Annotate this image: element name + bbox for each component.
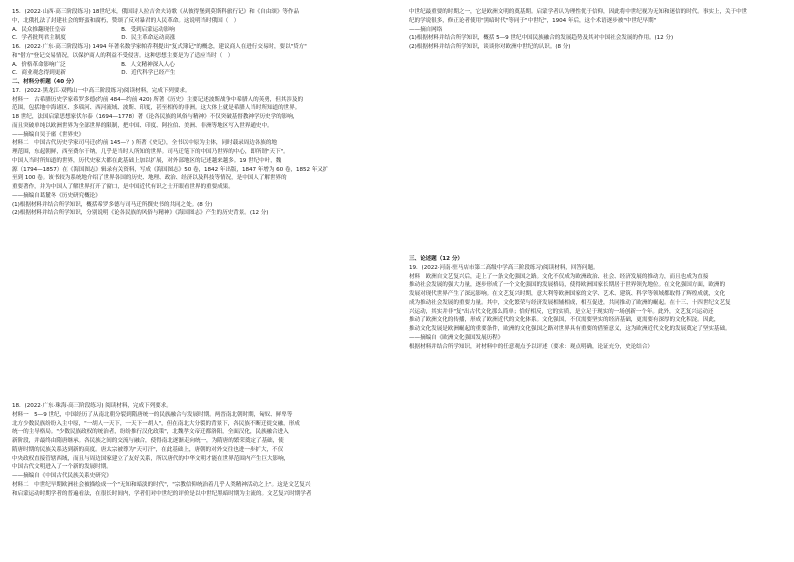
text-line: 新阶段，并最终由隋唐继承。各民族之间的交流与融合，使得南北逐渐走向统一，为隋唐的繁荣奠定了基础，使 <box>12 438 284 444</box>
text-line: 而且突破单纯以欧洲世界为全部世界的限制，把中国、印度、阿拉伯、美洲、非洲等地区写入世界通史中。 <box>12 122 273 129</box>
text-line: 至到 100 卷。该书较为系统地介绍了世界各国的历史、地理、政治、经济以及科技等情况，是中国人了解世界的 <box>12 175 287 182</box>
text-line: 北方少数民族纷纷入主中原，"一胡人一天下，一天下一胡人"，但在南北大分裂的背景下，各民族不断迁徙交融，形成 <box>12 420 300 427</box>
text-line: 推动文化发展是欧洲崛起的重要条件，欧洲的文化强国之路对世界具有重要的借鉴意义，这为欧洲近代文化的发展奠定了坚实基础。 <box>409 326 731 332</box>
text-line: 隋唐时期的民族关系达到新的高度。唐太宗被尊为"天可汗"，在此基础上，唐朝的对外交往也进一步扩大，不仅 <box>12 446 284 453</box>
text-line: 统一的主导格局。"少数民族政权的统治者，纷纷推行汉化政策"，北魏孝文帝迁都洛阳，全面汉化，民族融合进入 <box>12 429 289 436</box>
text-line: 16．(2022·广东·高三阶段练习) 1494 年著名数学家帕乔利提出"复式簿记"的概念，建议商人在进行交易时，要以"贷方" <box>12 44 307 50</box>
text-line: 推动了欧洲文化的传播，形成了欧洲近代的文化体系。文化强国，不仅需要坚实的经济基础，更需要有深厚的文化积淀。因此， <box>409 317 720 324</box>
text-line: 材料一 5—9 世纪，中国经历了从南北朝分裂到隋唐统一的民族融合与发展时期。两晋南北朝时期，匈奴、鲜卑等 <box>12 411 293 418</box>
source-line: ——摘编自《中国古代民族关系史研究》 <box>12 473 112 479</box>
sub-question: (1)根据材料并结合所学知识，概括 5—9 世纪中国民族融合的发展趋势及其对中国社会发展的作用。(12 分) <box>409 35 674 42</box>
text-line: 纪的学说很多，修正论者使用"黑暗时代"等同于"中世纪"，1904 年后，这个术语逐步被"中世纪早期" <box>409 17 657 24</box>
option-line: C．学者批判君主制度 D．民主革命运动高涨 <box>12 35 176 42</box>
text-line: 18 世纪，法国启蒙思想家伏尔泰（1694—1778）著《论各民族的风俗与精神》不仅突破基督教神学历史学的影响， <box>12 114 299 120</box>
section-heading <box>409 255 782 264</box>
text-line: 中国古代文明进入了一个新的发展时期。 <box>12 464 112 471</box>
option-line: C．商业观念得到更新 D．近代科学已经产生 <box>12 70 176 77</box>
sub-question: (1)根据材料并结合所学知识，概括希罗多德与司马迁所撰史书的共同之处。(8 分) <box>12 201 213 208</box>
question-stem: 19．(2022·河南·驻马店市第二高级中学高三阶段练习)阅读材料，回答问题。 <box>409 264 599 271</box>
left-page-top-text <box>12 8 385 218</box>
question-stem: 17．(2022·黑龙江·双鸭山一中高三阶段练习)阅读材料，完成下列要求。 <box>12 87 191 94</box>
text-line: 源（1794—1857）在《海国图志》辑录有关资料，写成《海国图志》50 卷，1842 年出版，1847 年增为 60 卷，1852 年又扩 <box>12 166 329 173</box>
question-19-block <box>409 255 782 351</box>
text-line: 中央政权直接管辖西域，而且与周边国家建立了友好关系，所以唐代的中华文明才能在世界范围内产生巨大影响， <box>12 455 290 462</box>
text-line: 材料一 古希腊历史学家希罗多德(约前 484—约前 420) 所著《历史》主要记述波斯战争中希腊人的英勇，但其涉及的 <box>12 96 304 103</box>
source-line: ——摘自网络 <box>409 26 443 33</box>
section-heading-text: 二、材料分析题（40 分） <box>12 79 78 85</box>
right-page <box>397 0 794 562</box>
section-heading <box>12 78 385 87</box>
text-line: 兴运动，其实并非"复"出古代文化那么简单；恰好相反，它的实质，是立足于现实的一场创新一个年。此外，文艺复兴运动还 <box>409 308 714 315</box>
text-line: 发展对现代世界产生了深远影响。在文艺复兴时期，意大利等欧洲国家的文学、艺术、建筑、科学等领域都取得了辉煌成就，文化 <box>409 291 725 297</box>
option-line: A．价格革命影响广泛 B．人文精神深入人心 <box>12 61 175 68</box>
text-line: 材料二 中国古代历史学家司马迁(约前 145—？) 所著《史记》，全书以中原为主体，同时载录周边各族的地 <box>12 140 277 147</box>
text-line: 材料二 中世纪早期欧洲社会被描绘成一个"无知和暗淡的时代"，"宗教信仰统治着几乎人类精神活动之上"。这是文艺复兴 <box>12 481 311 488</box>
option-line: A．民众推翻现任皇帝 B．受到启蒙运动影响 <box>12 26 175 33</box>
text-line: 中世纪最重要的时期之一，它是欧洲文明的奠基期。启蒙学者认为理性优于信仰，因此将中世纪视为无知和迷信的时代。事实上，关于中世 <box>409 9 748 15</box>
question-18-block <box>12 402 385 498</box>
text-line: 和"借方"登记交易情况，以保护商人的利益不受侵害。这种思想主要是为了适应当时（ ） <box>12 52 234 59</box>
text-line: 范围，包括地中海诸区、多瑙河、西河流域、波斯、印度，甚至相传的非洲。这大体上就是希腊人当时所知道的世界。 <box>12 105 301 112</box>
source-line: ——摘编自葛麓冬《历史研究概论》 <box>12 192 101 199</box>
section-heading-text: 三、论述题（12 分） <box>409 256 463 262</box>
text-line: 推动社会发展的强大力量，逐步形成了一个文化强国的发展格局，使得欧洲国家长期居于世界领先地位。在文化强国方面，欧洲的 <box>409 282 725 289</box>
sub-question: (2)根据材料并结合所学知识，谈谈你对欧洲中世纪的认识。(8 分) <box>409 44 571 50</box>
text-line: 15．(2022·山西·高三阶段练习) 18世纪末，俄国诗人拉吉舍夫诗歌《从彼得堡到莫斯科旅行记》和《自由颂》等作品 <box>12 9 299 15</box>
text-line: 成为推动社会发展的重要力量。其中，文化繁荣与经济发展相辅相成，相互促进，共同推动了欧洲的崛起。在十三、十四世纪文艺复 <box>409 299 731 306</box>
question-stem: 18．(2022·广东·珠海·高三阶段练习) 阅读材料，完成下列要求。 <box>12 403 172 409</box>
text-line: 理范围，东起朝鲜，西至费尔干纳，几乎是当时人所知的世界。司马迁笔下的中国乃世界的中心，即所谓"天下"。 <box>12 149 289 155</box>
text-line: 中国人当时所知道的世界，历代史家大都在此基础上加以扩展，对外部地区的记述越来越多。19 世纪中叶，魏 <box>12 157 282 164</box>
text-line: 材料 欧洲自文艺复兴后，走上了一条文化强国之路。文化不仅成为欧洲政治、社会、经济发展的推动力，而且也成为直接 <box>409 273 709 280</box>
text-line: 和启蒙运动时期学者的普遍看法，在很长时间内，学者们对中世纪的评价是以中世纪黑暗时期为主流的。文艺复兴时期学者 <box>12 490 312 497</box>
source-line: ——摘编自吴于廑《世界史》 <box>12 131 85 138</box>
sub-question: 根据材料并结合所学知识，对材料中的任意观点予以评述（要求：观点明确，论证充分，史论结合） <box>409 343 653 350</box>
source-line: ——摘编自《欧洲文化强国发展历程》 <box>409 334 504 341</box>
sub-question: (2)根据材料并结合所学知识，分别说明《论各民族的风俗与精神》《海国图志》产生的历史背景。(12 分) <box>12 210 269 217</box>
text-line: 中，北俄扎法了封建社会的野蛮和腐朽，赞颂了反对暴君的人民革命。这说明当时俄国（ ） <box>12 17 240 24</box>
right-page-top-text <box>409 8 782 52</box>
text-line: 重要著作，并为中国人了解世界打开了窗口，是中国近代有识之士开眼看世界的重要成果。 <box>12 184 234 190</box>
